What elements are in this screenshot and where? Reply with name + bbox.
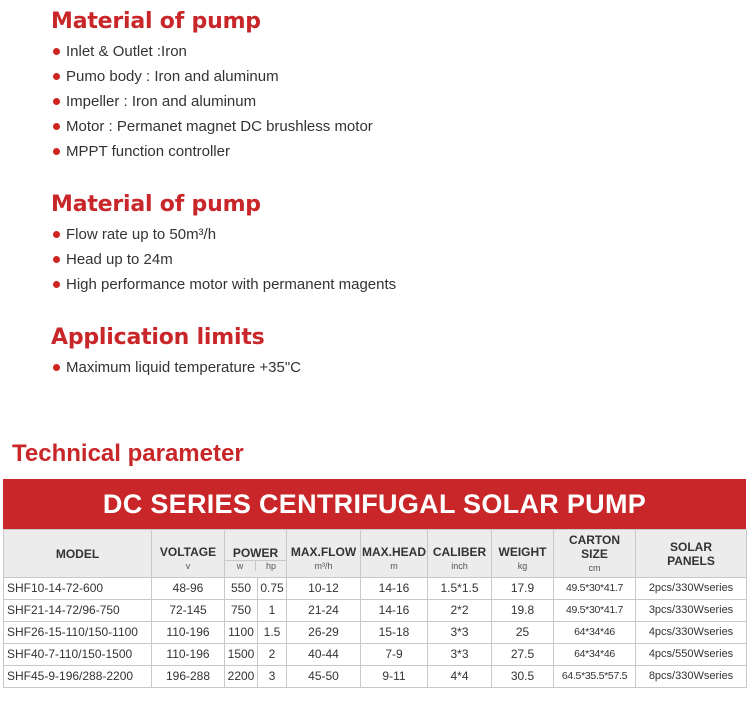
header-voltage: VOLTAGE v	[152, 530, 225, 578]
cell-power-w: 1500	[225, 644, 258, 666]
section-title: Material of pump	[51, 192, 261, 217]
cell-carton-size: 49.5*30*41.7	[554, 600, 636, 622]
cell-power-w: 1100	[225, 622, 258, 644]
table-banner: DC SERIES CENTRIFUGAL SOLAR PUMP	[3, 479, 746, 529]
cell-max-head: 15-18	[361, 622, 428, 644]
bullet-icon	[53, 73, 60, 80]
cell-power-hp: 3	[258, 666, 287, 688]
feature-list	[51, 222, 396, 297]
cell-voltage: 110-196	[152, 644, 225, 666]
cell-solar-panels: 8pcs/330Wseries	[636, 666, 747, 688]
cell-weight: 27.5	[492, 644, 554, 666]
header-flow: MAX.FLOW m³/h	[287, 530, 361, 578]
application-limits-section	[51, 324, 301, 380]
header-power: POWER w hp	[225, 530, 287, 578]
section-title: Material of pump	[51, 9, 261, 34]
cell-max-head: 14-16	[361, 578, 428, 600]
header-carton: CARTON SIZE cm	[554, 530, 636, 578]
cell-max-flow: 26-29	[287, 622, 361, 644]
cell-voltage: 196-288	[152, 666, 225, 688]
cell-solar-panels: 2pcs/330Wseries	[636, 578, 747, 600]
cell-model: SHF21-14-72/96-750	[4, 600, 152, 622]
cell-solar-panels: 4pcs/330Wseries	[636, 622, 747, 644]
table-row	[4, 600, 747, 622]
bullet-icon	[53, 48, 60, 55]
cell-model: SHF10-14-72-600	[4, 578, 152, 600]
header-head: MAX.HEAD m	[361, 530, 428, 578]
cell-power-w: 2200	[225, 666, 258, 688]
cell-caliber: 3*3	[428, 644, 492, 666]
cell-voltage: 110-196	[152, 622, 225, 644]
cell-max-flow: 45-50	[287, 666, 361, 688]
spec-table-body	[4, 578, 747, 688]
cell-carton-size: 64*34*46	[554, 644, 636, 666]
bullet-icon	[53, 98, 60, 105]
cell-solar-panels: 4pcs/550Wseries	[636, 644, 747, 666]
table-row	[4, 666, 747, 688]
list-item: Motor : Permanet magnet DC brushless motor	[51, 114, 373, 139]
cell-carton-size: 64.5*35.5*57.5	[554, 666, 636, 688]
cell-weight: 25	[492, 622, 554, 644]
cell-model: SHF26-15-110/150-1100	[4, 622, 152, 644]
cell-model: SHF40-7-110/150-1500	[4, 644, 152, 666]
header-model: MODEL	[4, 530, 152, 578]
table-row	[4, 622, 747, 644]
cell-power-hp: 1.5	[258, 622, 287, 644]
list-item: Impeller : Iron and aluminum	[51, 89, 373, 114]
cell-power-hp: 2	[258, 644, 287, 666]
cell-power-hp: 1	[258, 600, 287, 622]
list-item: High performance motor with permanent magents	[51, 272, 396, 297]
cell-power-hp: 0.75	[258, 578, 287, 600]
bullet-icon	[53, 123, 60, 130]
material-section-2	[51, 191, 396, 297]
cell-power-w: 550	[225, 578, 258, 600]
feature-list	[51, 355, 301, 380]
cell-carton-size: 64*34*46	[554, 622, 636, 644]
cell-max-head: 7-9	[361, 644, 428, 666]
cell-caliber: 2*2	[428, 600, 492, 622]
cell-carton-size: 49.5*30*41.7	[554, 578, 636, 600]
cell-weight: 17.9	[492, 578, 554, 600]
cell-solar-panels: 3pcs/330Wseries	[636, 600, 747, 622]
cell-voltage: 48-96	[152, 578, 225, 600]
header-weight: WEIGHT kg	[492, 530, 554, 578]
cell-caliber: 4*4	[428, 666, 492, 688]
cell-power-w: 750	[225, 600, 258, 622]
list-item: Flow rate up to 50m³/h	[51, 222, 396, 247]
cell-max-head: 14-16	[361, 600, 428, 622]
bullet-icon	[53, 231, 60, 238]
header-caliber: CALIBER inch	[428, 530, 492, 578]
cell-max-flow: 21-24	[287, 600, 361, 622]
list-item: Head up to 24m	[51, 247, 396, 272]
cell-max-head: 9-11	[361, 666, 428, 688]
bullet-icon	[53, 281, 60, 288]
spec-table	[3, 529, 747, 688]
feature-list	[51, 39, 373, 164]
table-row	[4, 644, 747, 666]
material-section-1	[51, 8, 373, 164]
bullet-icon	[53, 256, 60, 263]
cell-max-flow: 10-12	[287, 578, 361, 600]
cell-caliber: 1.5*1.5	[428, 578, 492, 600]
cell-voltage: 72-145	[152, 600, 225, 622]
table-row	[4, 578, 747, 600]
bullet-icon	[53, 364, 60, 371]
technical-parameter-title: Technical parameter	[12, 440, 244, 467]
cell-max-flow: 40-44	[287, 644, 361, 666]
list-item: Maximum liquid temperature +35"C	[51, 355, 301, 380]
list-item: Pumo body : Iron and aluminum	[51, 64, 373, 89]
cell-weight: 19.8	[492, 600, 554, 622]
section-title: Application limits	[51, 325, 265, 350]
cell-caliber: 3*3	[428, 622, 492, 644]
cell-model: SHF45-9-196/288-2200	[4, 666, 152, 688]
header-solar-panels: SOLAR PANELS	[636, 530, 747, 578]
list-item: MPPT function controller	[51, 139, 373, 164]
bullet-icon	[53, 148, 60, 155]
cell-weight: 30.5	[492, 666, 554, 688]
list-item: Inlet & Outlet :Iron	[51, 39, 373, 64]
